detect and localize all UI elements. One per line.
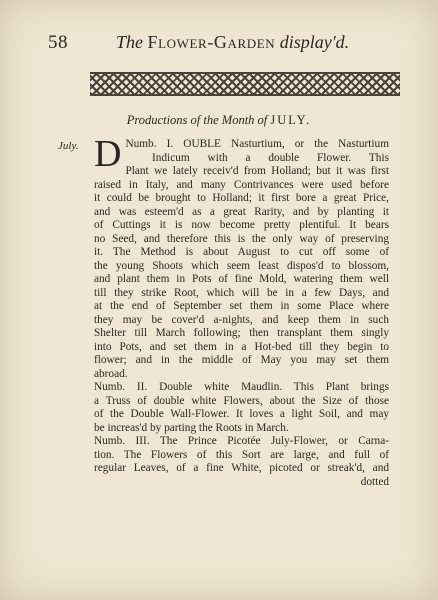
text-line: and plant them in Pots of fine Mold, watering them well <box>94 273 389 285</box>
body-text <box>94 133 389 489</box>
text-line: a Truss of double white Flowers, about the Size of those <box>94 394 389 407</box>
margin-note: July. <box>58 140 79 152</box>
text-line: into Pots, and set them in a Hot-bed till they begin to <box>94 340 389 353</box>
text-line: it. The Method is about August to cut off some of <box>94 246 389 258</box>
section-heading-month: JULY. <box>270 113 312 127</box>
text-line: till they strike Root, which will be in a few Days, and <box>94 286 389 299</box>
text-line: at the end of September set them in some Place where <box>94 300 389 312</box>
text-line: tion. The Flowers of this Sort are large, and full of <box>94 448 389 461</box>
text-line: the young Shoots which seem least dispos'd to blossom, <box>94 259 389 272</box>
running-title-suffix: display'd. <box>279 32 350 52</box>
running-title <box>116 32 349 53</box>
text-line: it could be brought to Holland; it first bore a great Price, <box>94 192 389 204</box>
section-heading-prefix: Productions of the Month of <box>126 113 268 127</box>
text-line: Numb. II. Double white Maudlin. This Plant brings <box>94 381 389 393</box>
entry-lead: Numb. I. <box>125 138 174 150</box>
text-line: of Cuttings it is now become pretty plentiful. It bears <box>94 219 389 231</box>
text-line: Shelter till March following; then transplant them singly <box>94 327 389 339</box>
text-line: Numb. III. The Prince Picotée July-Flower, or Carna- <box>94 435 389 447</box>
text-line: be increas'd by parting the Roots in March. <box>94 421 289 434</box>
catchword: dotted <box>360 475 389 488</box>
text-line: flower; and in the middle of May you may set them <box>94 354 389 366</box>
text-line: Plant we lately receiv'd from Holland; but it was first <box>125 165 389 177</box>
decorative-headpiece <box>90 72 400 96</box>
text-line: Indicum with a double Flower. This <box>152 151 389 164</box>
text-line: regular Leaves, of a fine White, picoted or streak'd, and <box>94 462 389 474</box>
text-line: Numb. I. D OUBLE Nasturtium, or the Nasturtium <box>94 133 389 175</box>
text-line: no Seed, and therefore this is the only way of preserving <box>94 232 389 245</box>
text-line: and was esteem'd as a great Rarity, and by planting it <box>94 205 389 218</box>
text-line: they may be cover'd a-nights, and keep them in such <box>94 313 389 326</box>
page-number: 58 <box>48 32 68 53</box>
running-title-main: Flower-Garden <box>147 32 276 52</box>
running-title-prefix: The <box>116 32 143 52</box>
text-line: of the Double Wall-Flower. It loves a light Soil, and may <box>94 408 389 420</box>
text-line: abroad. <box>94 367 128 380</box>
drop-cap: D <box>94 133 122 175</box>
section-heading <box>0 113 438 128</box>
text-line: raised in Italy, and many Contrivances were used before <box>94 178 389 191</box>
